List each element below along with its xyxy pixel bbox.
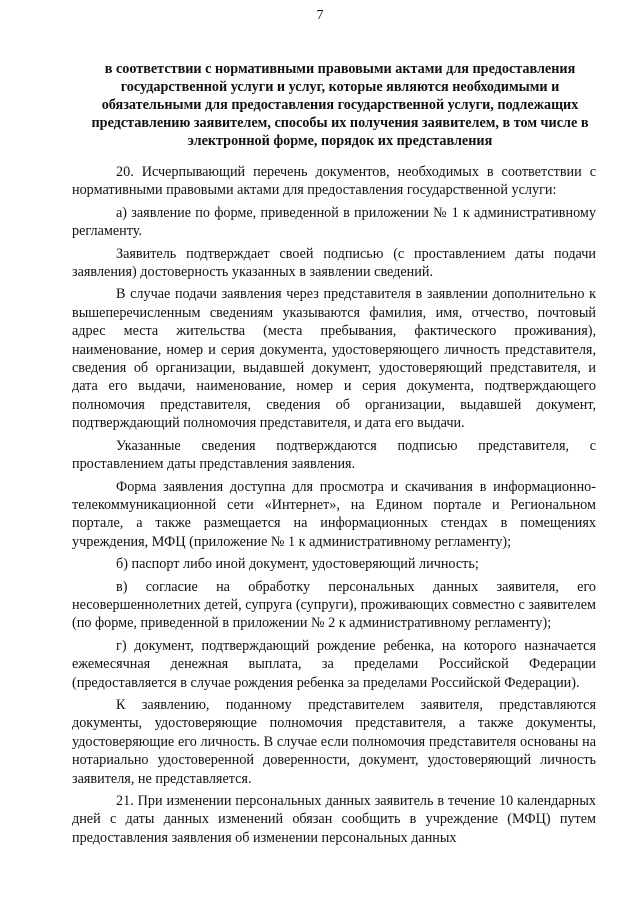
paragraph-item-21: 21. При изменении персональных данных заявитель в течение 10 календарных дней с даты данных изменений обязан сообщить в учреждение (МФЦ) путем предоставления заявления об изменении персональных данных (72, 793, 596, 846)
paragraph-subitem-b: б) паспорт либо иной документ, удостоверяющий личность; (116, 556, 479, 573)
paragraph-subitem-v: в) согласие на обработку персональных данных заявителя, его несовершеннолетних детей, супруга (супруги), проживающих совместно с заявителем (по форме, приведенной в приложении № 2 к административному регламенту); (72, 578, 596, 632)
paragraph-subitem-g: г) документ, подтверждающий рождение ребенка, на которого назначается ежемесячная денежная выплата, за пределами Российской Федерации (предоставляется в случае рождения ребенка за пределами Российской Федерации). (72, 637, 596, 691)
paragraph: Форма заявления доступна для просмотра и скачивания в информационно-телекоммуникационной сети «Интернет», на Едином портале и Региональном портале, а также размещается на информационных стендах в помещениях учреждения, МФЦ (приложение № 1 к административному регламенту); (72, 478, 596, 550)
section-heading: в соответствии с нормативными правовыми актами для предоставления государственной услуги и услуг, которые являются необходимыми и обязательными для предоставления государственной услуги, подлежащих представлению заявителем, способы их получения заявителем, в том числе в электронной форме, порядок их представления (91, 61, 589, 149)
page-number: 7 (316, 8, 324, 23)
paragraph-subitem-a: а) заявление по форме, приведенной в приложении № 1 к административному регламенту. (72, 204, 596, 240)
paragraph-item-20: 20. Исчерпывающий перечень документов, необходимых в соответствии с нормативными правовыми актами для предоставления государственной услуги: (72, 164, 596, 199)
paragraph: Указанные сведения подтверждаются подписью представителя, с проставлением даты представления заявления. (72, 437, 596, 473)
paragraph: Заявитель подтверждает своей подписью (с проставлением даты подачи заявления) достоверность указанных в заявлении сведений. (72, 245, 596, 281)
document-body (72, 163, 596, 851)
paragraph: К заявлению, поданному представителем заявителя, представляются документы, удостоверяющие полномочия представителя, а также документы, удостоверяющие его личность. В случае если полномочия представителя основаны на нотариально удостоверенной доверенности, документ, удостоверяющий личность заявителя, не представляется. (72, 696, 596, 787)
paragraph: В случае подачи заявления через представителя в заявлении дополнительно к вышеперечисленным сведениям указываются фамилия, имя, отчество, почтовый адрес места жительства (места пребывания, фактического проживания), наименование, номер и серия документа, удостоверяющего личность представителя, сведения об организации, выдавшей документ, удостоверяющий представителя, и дата его выдачи, наименование, номер и серия документа, подтверждающего полномочия представителя, сведения об организации, выдавшей документ, подтверждающий полномочия представителя, и дата его выдачи. (72, 286, 596, 432)
